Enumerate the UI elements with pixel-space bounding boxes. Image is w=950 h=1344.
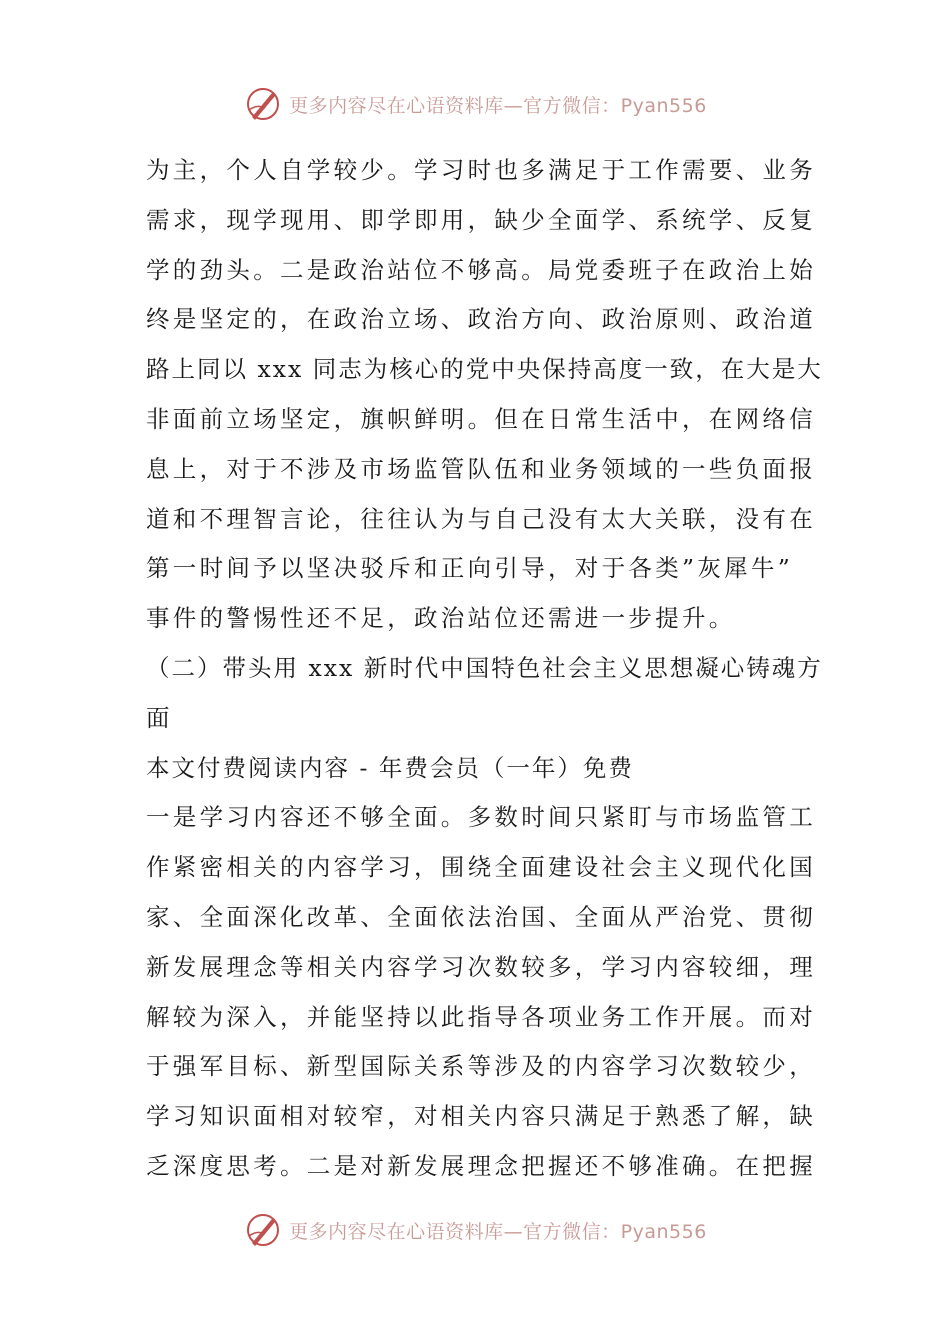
body-line: 新发展理念等相关内容学习次数较多，学习内容较细，理 (146, 952, 816, 981)
body-line: 路上同以 xxx 同志为核心的党中央保持高度一致，在大是大 (146, 355, 823, 384)
body-line: 为主，个人自学较少。学习时也多满足于工作需要、业务 (146, 156, 816, 184)
body-line: 家、全面深化改革、全面依法治国、全面从严治党、贯彻 (146, 902, 816, 931)
body-line: 终是坚定的，在政治立场、政治方向、政治原则、政治道 (146, 305, 816, 334)
body-line: 学的劲头。二是政治站位不够高。局党委班子在政治上始 (146, 255, 816, 284)
footer-watermark-banner (0, 1208, 950, 1252)
body-line: 作紧密相关的内容学习，围绕全面建设社会主义现代化国 (146, 853, 816, 882)
section-heading-continued: 面 (146, 703, 173, 732)
header-watermark-text: 更多内容尽在心语资料库—官方微信：Pyan556 (289, 94, 707, 117)
footer-watermark-text: 更多内容尽在心语资料库—官方微信：Pyan556 (289, 1220, 707, 1243)
body-line: 事件的警惕性还不足，政治站位还需进一步提升。 (146, 604, 736, 633)
pen-logo-icon (243, 84, 283, 124)
body-line: 乏深度思考。二是对新发展理念把握还不够准确。在把握 (146, 1151, 816, 1180)
header-watermark-banner (0, 82, 950, 126)
body-line: 需求，现学现用、即学即用，缺少全面学、系统学、反复 (146, 205, 816, 234)
paid-content-notice: 本文付费阅读内容 - 年费会员（一年）免费 (146, 753, 634, 782)
pen-logo-icon (243, 1210, 283, 1250)
body-line: 解较为深入，并能坚持以此指导各项业务工作开展。而对 (146, 1002, 816, 1031)
body-line: 一是学习内容还不够全面。多数时间只紧盯与市场监管工 (146, 803, 816, 832)
body-line: 第一时间予以坚决驳斥和正向引导，对于各类”灰犀牛” (146, 554, 794, 583)
body-line: 息上，对于不涉及市场监管队伍和业务领域的一些负面报 (146, 454, 816, 483)
body-line: 道和不理智言论，往往认为与自己没有太大关联，没有在 (146, 504, 816, 533)
document-body (146, 146, 823, 1192)
body-line: 非面前立场坚定，旗帜鲜明。但在日常生活中，在网络信 (146, 404, 816, 433)
section-heading: （二）带头用 xxx 新时代中国特色社会主义思想凝心铸魂方 (146, 653, 823, 682)
body-line: 于强军目标、新型国际关系等涉及的内容学习次数较少， (146, 1052, 816, 1081)
body-line: 学习知识面相对较窄，对相关内容只满足于熟悉了解，缺 (146, 1102, 816, 1131)
